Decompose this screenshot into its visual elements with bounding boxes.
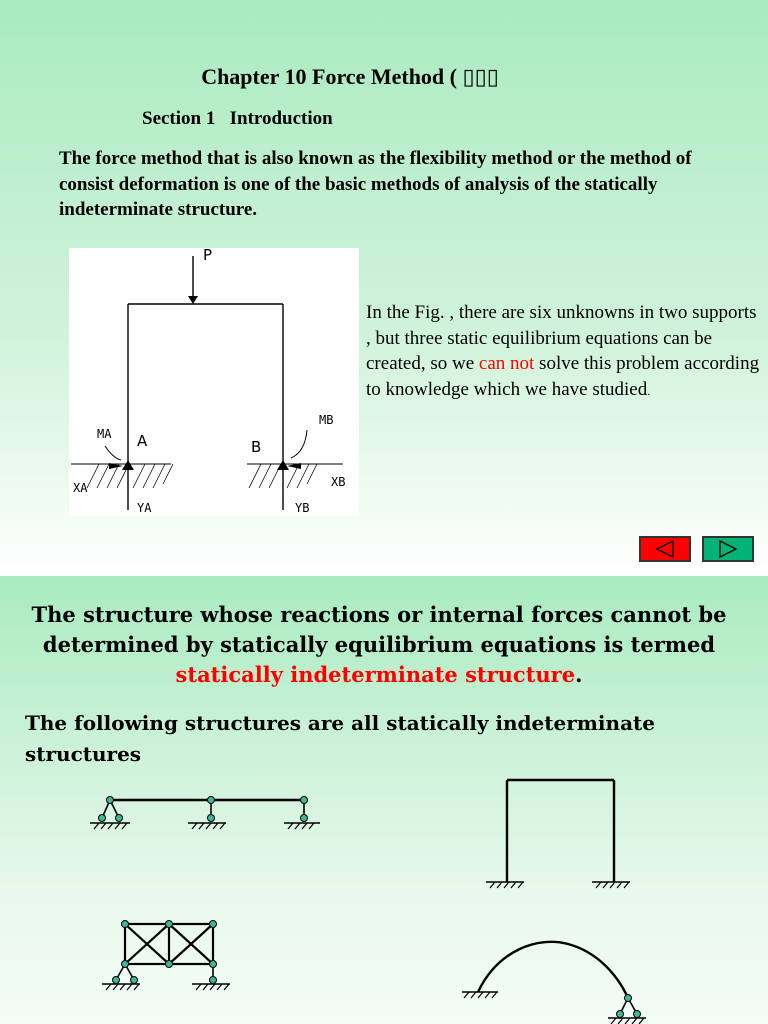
continuous-beam-diagram (86, 792, 326, 836)
next-slide-button[interactable] (702, 536, 754, 562)
force-xb-label: XB (331, 475, 346, 489)
previous-slide-button[interactable] (639, 536, 691, 562)
fixed-portal-frame-diagram (482, 774, 632, 894)
truss-diagram (98, 916, 238, 996)
section-heading: Section 1 Introduction (142, 108, 333, 129)
force-xa-label: XA (73, 481, 88, 495)
portal-frame-figure (69, 248, 359, 516)
right-triangle-icon (704, 538, 752, 560)
force-ya-label: YA (137, 501, 152, 515)
page-title: Chapter 10 Force Method ( ▯▯▯ (201, 64, 499, 89)
description-period: . (647, 383, 651, 398)
figure-description (366, 300, 761, 404)
description-text-end: solve this problem according to knowledge which we have studied (366, 353, 760, 400)
examples-heading: The following structures are all statically indeterminate structures (25, 711, 655, 766)
definition-term: statically indeterminate structure (175, 662, 576, 687)
definition-end: . (575, 662, 583, 687)
slide-2 (0, 576, 768, 1024)
force-yb-label: YB (295, 501, 310, 515)
support-a-label: A (137, 432, 148, 450)
load-label: P (203, 248, 213, 264)
support-b-label: B (251, 438, 262, 456)
highlight-can-not: can not (478, 353, 535, 374)
description-text: In the Fig. , there are six unknowns in two supports , but three static equilibrium equations can be created, so we (366, 302, 757, 374)
definition-text: The structure whose reactions or internal forces cannot be determined by statically equilibrium equations is termed (31, 602, 727, 657)
moment-a-label: MA (97, 427, 112, 441)
intro-paragraph: The force method that is also known as the flexibility method or the method of consist deformation is one of the basic methods of analysis of the statically indeterminate structure. (59, 148, 692, 220)
left-triangle-icon (641, 538, 689, 560)
arch-diagram (458, 936, 658, 1024)
definition-paragraph (20, 600, 738, 690)
moment-b-label: MB (319, 413, 334, 427)
